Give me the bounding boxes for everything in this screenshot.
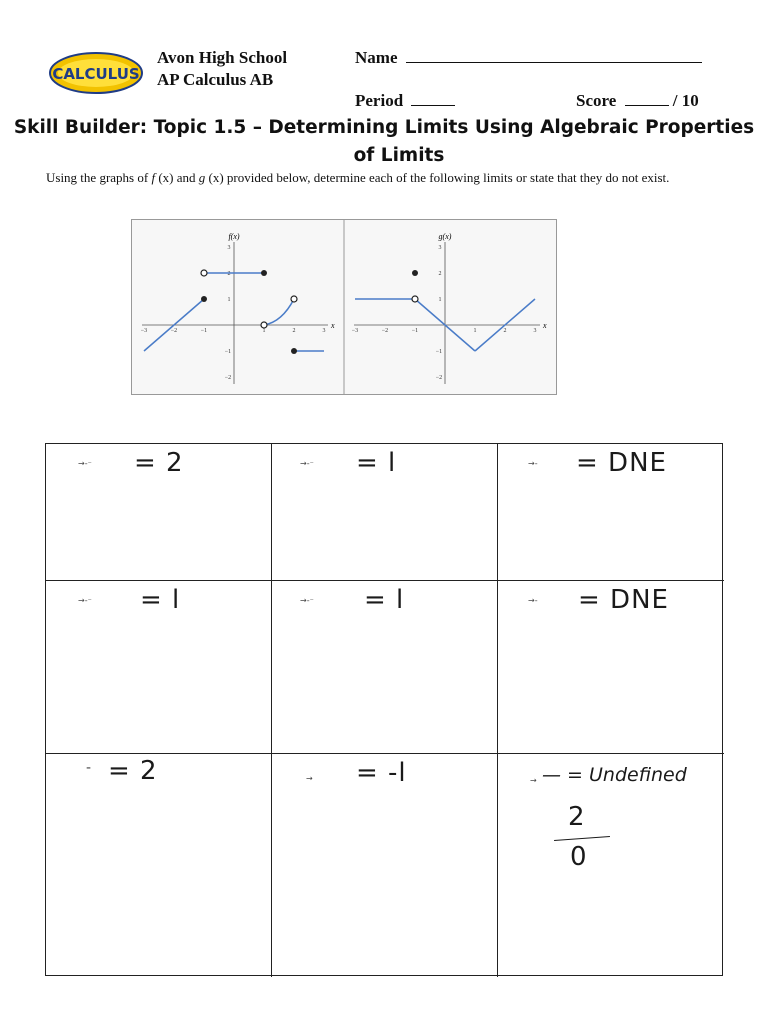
limit-arrow: →-⁻ <box>300 459 314 468</box>
course-name: AP Calculus AB <box>157 70 274 89</box>
period-blank <box>411 91 455 106</box>
svg-text:1: 1 <box>227 297 231 303</box>
svg-text:−1: −1 <box>411 328 419 334</box>
answer-cell-6[interactable] <box>498 581 724 754</box>
score-label: Score <box>576 91 617 110</box>
score-total: / 10 <box>672 91 699 110</box>
f-dot-closed <box>291 348 297 354</box>
handwritten-answer: = -l <box>356 758 407 788</box>
answer-cell-2[interactable] <box>272 444 498 581</box>
name-field <box>355 48 702 68</box>
page-title <box>0 114 768 170</box>
svg-text:−3: −3 <box>140 328 148 334</box>
period-field <box>355 91 455 111</box>
handwritten-answer: — = Undefined <box>542 764 687 786</box>
limit-arrow: →- <box>528 596 538 605</box>
limit-arrow: →-⁻ <box>78 459 92 468</box>
g-dot-open <box>412 296 418 302</box>
title-line-1: Skill Builder: Topic 1.5 – Determining Limits Using Algebraic Properties <box>13 117 755 138</box>
handwritten-answer: = DNE <box>578 585 669 615</box>
f-graph <box>141 232 335 384</box>
f-dot-open <box>291 296 297 302</box>
answer-cell-3[interactable] <box>498 444 724 581</box>
svg-text:2: 2 <box>438 271 442 277</box>
answer-cell-7[interactable] <box>46 754 272 977</box>
f-dot-closed <box>201 296 207 302</box>
title-line-2: of Limits <box>353 145 445 166</box>
svg-text:2: 2 <box>292 328 296 334</box>
f-dot-open <box>201 270 207 276</box>
limit-arrow: - <box>86 760 92 776</box>
score-field <box>576 91 699 111</box>
answer-cell-9[interactable] <box>498 754 724 977</box>
svg-text:2: 2 <box>227 271 231 277</box>
svg-text:3: 3 <box>533 328 537 334</box>
fraction-denominator: 0 <box>570 842 588 872</box>
svg-text:1: 1 <box>262 328 266 334</box>
svg-text:−2: −2 <box>224 375 232 381</box>
limit-arrow: →- <box>528 459 538 468</box>
svg-text:−2: −2 <box>381 328 389 334</box>
graphs-figure <box>131 219 557 395</box>
handwritten-answer: = l <box>364 585 405 615</box>
limit-arrow: →-⁻ <box>300 596 314 605</box>
svg-text:−2: −2 <box>435 375 443 381</box>
svg-text:3: 3 <box>227 245 231 251</box>
svg-text:−1: −1 <box>224 349 232 355</box>
answer-cell-5[interactable] <box>272 581 498 754</box>
logo-text: CALCULUS <box>52 65 140 83</box>
score-blank <box>625 91 669 106</box>
handwritten-answer: = 2 <box>134 448 184 478</box>
f-x-label: x <box>331 321 335 330</box>
fraction-bar <box>554 836 610 841</box>
svg-text:2: 2 <box>503 328 507 334</box>
f-dot-open <box>261 322 267 328</box>
handwritten-answer: = DNE <box>576 448 667 478</box>
instructions: Using the graphs of f (x) and g (x) provided below, determine each of the following limits or state that they do not exist. <box>46 170 670 185</box>
limit-arrow: →-⁻ <box>78 596 92 605</box>
g-graph <box>352 232 547 384</box>
f-dot-closed <box>261 270 267 276</box>
graphs-svg <box>132 220 556 394</box>
period-label: Period <box>355 91 404 110</box>
handwritten-answer: = l <box>140 585 181 615</box>
svg-text:3: 3 <box>438 245 442 251</box>
answer-cell-1[interactable] <box>46 444 272 581</box>
calculus-logo <box>48 49 144 95</box>
name-label: Name <box>355 48 398 67</box>
answer-grid <box>45 443 723 976</box>
svg-text:−1: −1 <box>200 328 208 334</box>
limit-arrow: → <box>530 776 537 785</box>
svg-text:−1: −1 <box>435 349 443 355</box>
handwritten-answer: = l <box>356 448 397 478</box>
svg-text:1: 1 <box>438 297 442 303</box>
name-blank <box>406 48 702 63</box>
answer-cell-4[interactable] <box>46 581 272 754</box>
g-x-label: x <box>543 321 547 330</box>
svg-text:−3: −3 <box>351 328 359 334</box>
svg-text:3: 3 <box>322 328 326 334</box>
g-dot-closed <box>412 270 418 276</box>
f-label: f(x) <box>228 232 240 241</box>
limit-arrow: → <box>306 774 313 783</box>
school-name: Avon High School <box>157 48 288 67</box>
handwritten-answer: = 2 <box>108 756 158 786</box>
svg-text:−2: −2 <box>170 328 178 334</box>
f-curve <box>264 299 294 325</box>
fraction-numerator: 2 <box>568 802 586 832</box>
svg-text:1: 1 <box>473 328 477 334</box>
g-label: g(x) <box>438 232 452 241</box>
answer-cell-8[interactable] <box>272 754 498 977</box>
